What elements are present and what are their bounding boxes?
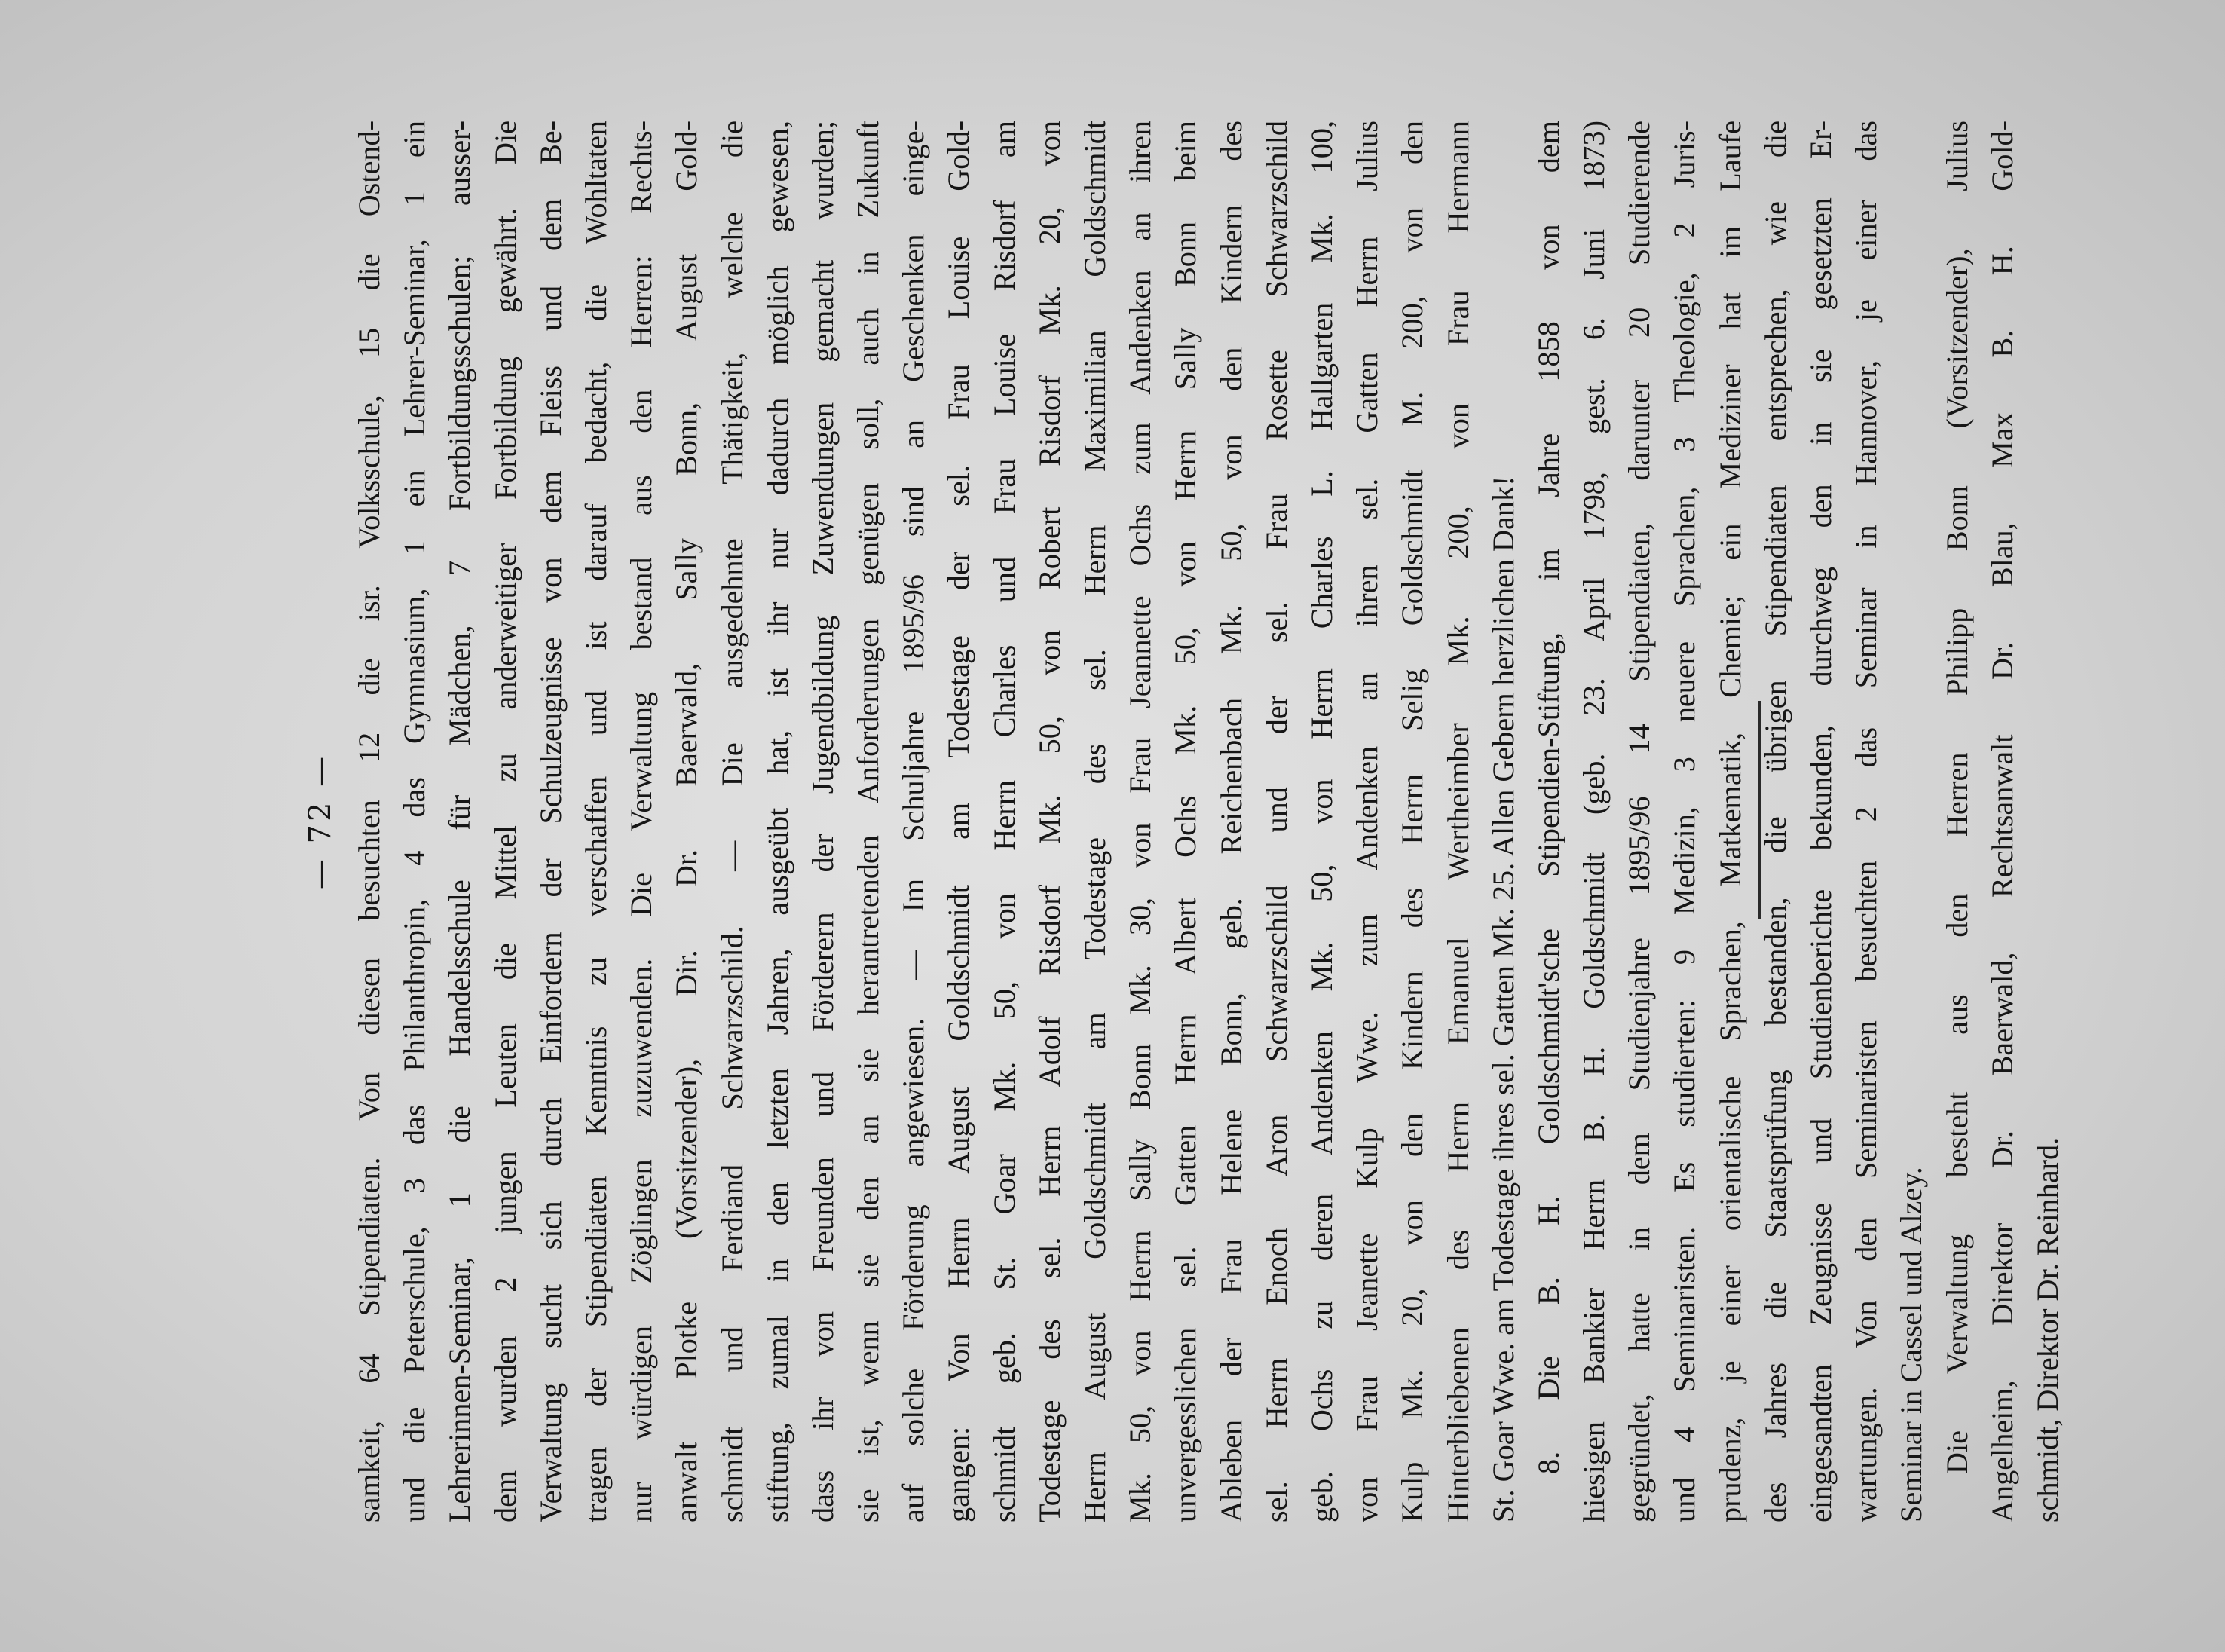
text-line: nur würdigen Zöglingen zuzuwenden. Die Verwaltung bestand aus den Herren: Rechts- — [624, 121, 659, 1522]
text-line: wartungen. Von den Seminaristen besuchten 2 das Seminar in Hannover, je einer das — [1849, 121, 1884, 1522]
text-line: dem wurden 2 jungen Leuten die Mittel zu anderweitiger Fortbildung gewährt. Die — [488, 121, 522, 1522]
text-line: geb. Ochs zu deren Andenken Mk. 50, von Herrn Charles L. Hallgarten Mk. 100, — [1304, 121, 1339, 1522]
text-line: des Jahres die Staatsprüfung bestanden, die übrigen Stipendiaten entsprechen, wie die — [1758, 121, 1792, 1522]
text-line: stiftung, zumal in den letzten Jahren, ausgeübt hat, ist ihr nur dadurch möglich gewesen, — [760, 121, 794, 1522]
text-line: Mk. 50, von Herrn Sally Bonn Mk. 30, von Frau Jeannette Ochs zum Andenken an ihren — [1123, 121, 1158, 1522]
text-line: St. Goar Wwe. am Todestage ihres sel. Gatten Mk. 25. Allen Gebern herzlichen Dank! — [1486, 476, 1520, 1522]
text-line: Verwaltung sucht sich durch Einfordern der Schulzeugnisse von dem Fleiss und dem Be- — [533, 121, 568, 1522]
text-line: schmidt, Direktor Dr. Reinhard. — [2030, 1137, 2064, 1522]
page-number: — 72 — — [303, 753, 338, 890]
text-line: gegründet, hatte in dem Studienjahre 1895/96 14 Stipendiaten, darunter 20 Studierende — [1622, 121, 1657, 1522]
text-line: prudenz, je einer orientalische Sprachen, Matkematik, Chemie; ein Mediziner hat im Laufe — [1712, 121, 1747, 1522]
text-line: sel. Herrn Enoch Aron Schwarzschild und der sel. Frau Rosette Schwarzschild — [1259, 121, 1293, 1522]
text-line: und 4 Seminaristen. Es studierten: 9 Medizin, 3 neuere Sprachen, 3 Theologie, 2 Juris- — [1667, 121, 1702, 1522]
text-line: Lehrerinnen-Seminar, 1 die Handelsschule für Mädchen, 7 Fortbildungsschulen; ausser- — [442, 121, 477, 1522]
rotated-page-content — [298, 121, 2064, 1522]
text-line: schmidt geb. St. Goar Mk. 50, von Herrn Charles und Frau Louise Risdorf am — [987, 121, 1021, 1522]
text-line: hiesigen Bankier Herrn B. H. Goldschmidt (geb. 23. April 1798, gest. 6. Juni 1873) — [1577, 121, 1611, 1522]
text-line: samkeit, 64 Stipendiaten. Von diesen besuchten 12 die isr. Volksschule, 15 die Ostend- — [352, 121, 386, 1522]
section-heading-line: 8. Die B. H. Goldschmidt'sche Stipendien-Stiftung, im Jahre 1858 von dem — [1531, 121, 1565, 1474]
text-line: Kulp Mk. 20, von den Kindern des Herrn Selig Goldschmidt M. 200, von den — [1395, 121, 1430, 1522]
text-line: gangen: Von Herrn August Goldschmidt am Todestage der sel. Frau Louise Gold- — [941, 121, 976, 1522]
text-line: eingesandten Zeugnisse und Studienberichte bekunden, durchweg den in sie gesetzten Er- — [1804, 121, 1838, 1522]
closing-rule — [1758, 701, 1761, 919]
page-body-text — [347, 121, 2070, 1522]
text-line: Ableben der Frau Helene Bonn, geb. Reichenbach Mk. 50, von den Kindern des — [1213, 121, 1248, 1522]
text-line: Todestage des sel. Herrn Adolf Risdorf Mk. 50, von Robert Risdorf Mk. 20, von — [1032, 121, 1067, 1522]
text-line: von Frau Jeanette Kulp Wwe. zum Andenken an ihren sel. Gatten Herrn Julius — [1350, 121, 1385, 1522]
text-line: unvergesslichen sel. Gatten Herrn Albert Ochs Mk. 50, von Herrn Sally Bonn beim — [1168, 121, 1203, 1522]
text-line: auf solche Förderung angewiesen. — Im Schuljahre 1895/96 sind an Geschenken einge- — [896, 121, 931, 1522]
text-line: tragen der Stipendiaten Kenntnis zu verschaffen und ist darauf bedacht, die Wohltaten — [578, 121, 613, 1522]
text-line: schmidt und Ferdiand Schwarzschild. — Die ausgedehnte Thätigkeit, welche die — [715, 121, 749, 1522]
text-line: dass ihr von Freunden und Förderern der Jugendbildung Zuwendungen gemacht wurden; — [805, 121, 840, 1522]
text-line: Hinterbliebenen des Herrn Emanuel Wertheimber Mk. 200, von Frau Hermann — [1440, 121, 1475, 1522]
text-line: Herrn August Goldschmidt am Todestage des sel. Herrn Maximilian Goldschmidt — [1078, 121, 1112, 1522]
text-line: Die Verwaltung besteht aus den Herren Philipp Bonn (Vorsitzender), Julius — [1939, 121, 1974, 1474]
text-line: anwalt Plotke (Vorsitzender), Dir. Dr. Baerwald, Sally Bonn, August Gold- — [669, 121, 704, 1522]
text-line: und die Peterschule, 3 das Philanthropin, 4 das Gymnasium, 1 ein Lehrer-Seminar, 1 ein — [397, 121, 432, 1522]
text-line: sie ist, wenn sie den an sie herantretenden Anforderungen genügen soll, auch in Zukunft — [851, 121, 886, 1522]
text-line: Seminar in Cassel und Alzey. — [1894, 1167, 1929, 1522]
text-line: Angelheim, Direktor Dr. Baerwald, Rechtsanwalt Dr. Blau, Max B. H. Gold- — [1985, 121, 2019, 1522]
